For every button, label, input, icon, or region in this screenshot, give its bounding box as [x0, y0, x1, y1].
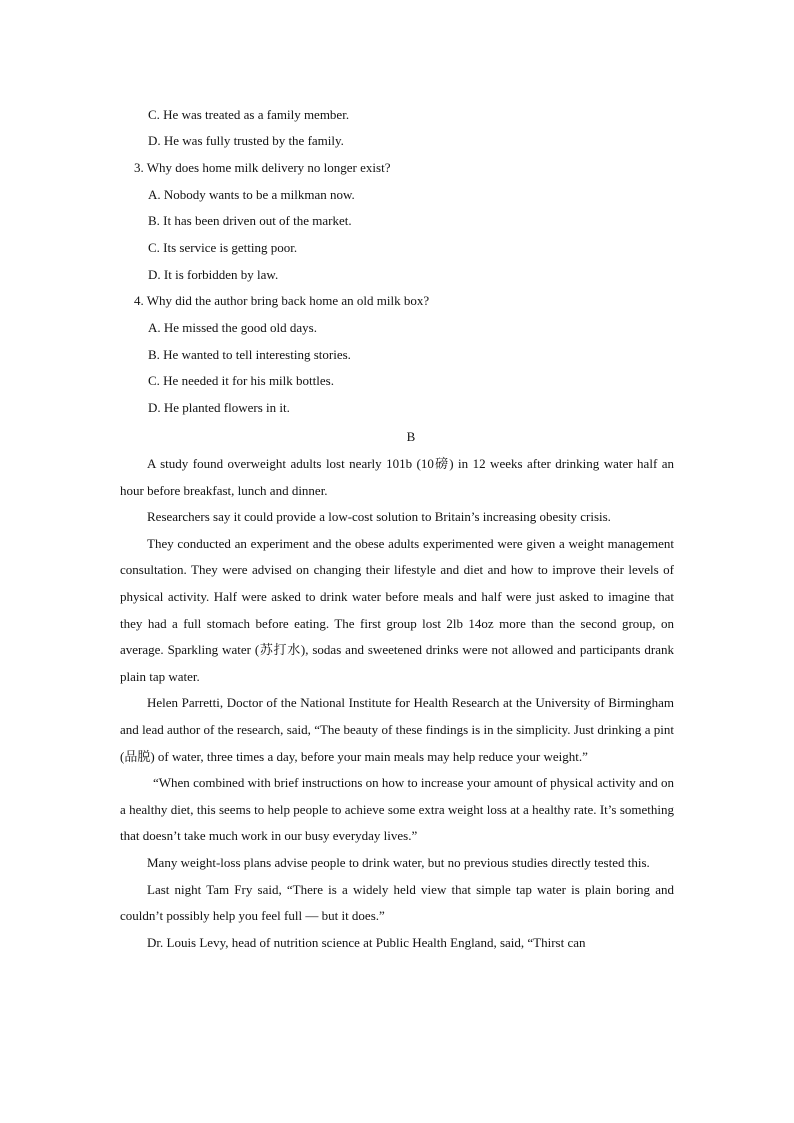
option-3a: A. Nobody wants to be a milkman now.: [148, 187, 355, 202]
paragraph: A study found overweight adults lost nearly 101b (10磅) in 12 weeks after drinking water half an hour before breakfast, lunch and dinner.: [120, 456, 674, 498]
paragraph: Last night Tam Fry said, “There is a widely held view that simple tap water is plain boring and couldn’t possibly help you feel full — but it does.”: [120, 881, 674, 924]
option-4b: B. He wanted to tell interesting stories.: [148, 347, 351, 362]
section-label: B: [406, 429, 416, 444]
paragraph: Many weight-loss plans advise people to drink water, but no previous studies directly tested this.: [147, 854, 650, 870]
option-3b: B. It has been driven out of the market.: [148, 213, 352, 228]
option-2c: C. He was treated as a family member.: [148, 107, 350, 122]
option-4d: D. He planted flowers in it.: [148, 400, 290, 415]
option-2d: D. He was fully trusted by the family.: [148, 133, 344, 148]
option-4c: C. He needed it for his milk bottles.: [148, 373, 334, 388]
paragraph: They conducted an experiment and the obese adults experimented were given a weight management consultation. They were advised on changing their lifestyle and diet and how to improve their levels of physical activity. Half were asked to drink water before meals and half were just asked to imagine that they had a full stomach before eating. The first group lost 2lb 14oz more than the second group, on average. Sparkling water (苏打水), sodas and sweetened drinks were not allowed and participants drank plain tap water.: [120, 535, 674, 684]
question-4: 4. Why did the author bring back home an old milk box?: [134, 293, 430, 308]
option-3d: D. It is forbidden by law.: [148, 267, 279, 282]
option-4a: A. He missed the good old days.: [148, 320, 317, 335]
paragraph: Dr. Louis Levy, head of nutrition science at Public Health England, said, “Thirst can: [147, 934, 586, 950]
paragraph: Researchers say it could provide a low-cost solution to Britain’s increasing obesity crisis.: [147, 509, 611, 525]
reading-passage: [120, 451, 674, 956]
option-3c: C. Its service is getting poor.: [148, 240, 298, 255]
question-3: 3. Why does home milk delivery no longer exist?: [134, 160, 391, 175]
paragraph: “When combined with brief instructions on how to increase your amount of physical activity and on a healthy diet, this seems to help people to achieve some extra weight loss at a healthy rate. It’s something that doesn’t take much work in our busy everyday lives.”: [120, 775, 674, 844]
paragraph: Helen Parretti, Doctor of the National Institute for Health Research at the University of Birmingham and lead author of the research, said, “The beauty of these findings is in the simplicity. Just drinking a pint (品脱) of water, three times a day, before your main meals may help reduce your weight.”: [120, 695, 674, 764]
